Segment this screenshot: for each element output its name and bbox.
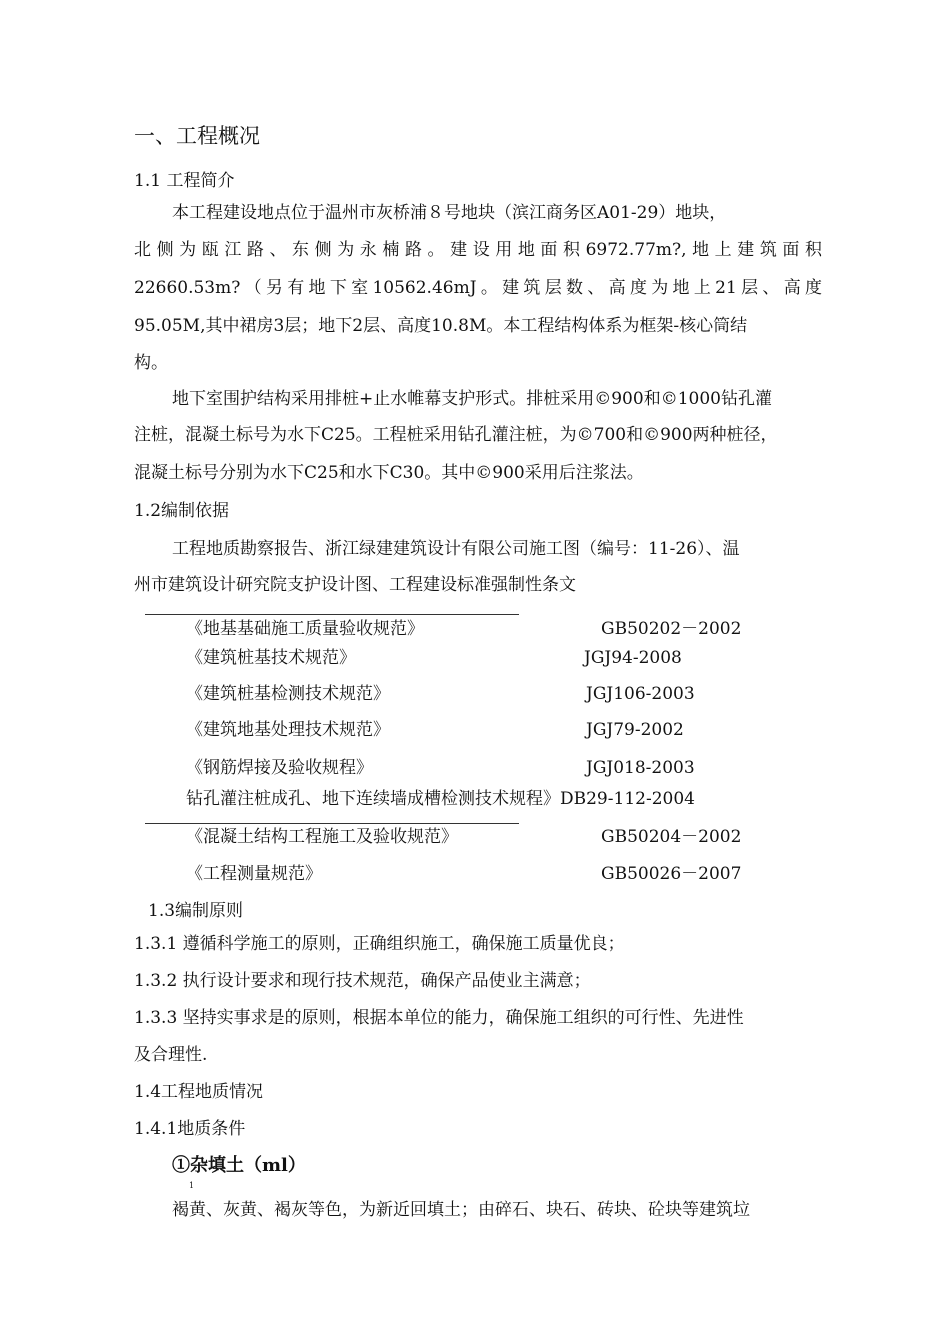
principle-item: 1.3.2 执行设计要求和现行技术规范，确保产品使业主满意；	[134, 971, 591, 991]
paragraph-line: 褐黄、灰黄、褐灰等色，为新近回填土；由碎石、块石、砖块、砼块等建筑垃	[172, 1200, 750, 1220]
standard-name: 钻孔灌注桩成孔、地下连续墙成槽检测技术规程》DB29-112-2004	[186, 789, 695, 809]
standard-code: GB50202－2002	[601, 619, 742, 639]
standard-name: 《建筑地基处理技术规范》	[186, 720, 390, 740]
principle-item: 1.3.1 遵循科学施工的原则，正确组织施工，确保施工质量优良；	[134, 934, 625, 954]
heading-1-1: 1.1 工程简介	[134, 171, 235, 191]
heading-1-4-1: 1.4.1地质条件	[134, 1119, 246, 1139]
paragraph-line: 地下室围护结构采用排桩+止水帷幕支护形式。排桩采用©900和©1000钻孔灌	[172, 389, 772, 409]
paragraph-line: 州市建筑设计研究院支护设计图、工程建设标准强制性条文	[134, 575, 576, 595]
standard-name: 《工程测量规范》	[186, 864, 322, 884]
heading-1-2: 1.2编制依据	[134, 501, 230, 521]
standard-name: 《建筑桩基检测技术规范》	[186, 684, 390, 704]
soil-layer-title: ①杂填土（ml）	[172, 1155, 306, 1176]
heading-1-3: 1.3编制原则	[148, 901, 244, 921]
table-rule-top	[145, 614, 519, 615]
paragraph-line: 22660.53m?（另有地下室10562.46mJ。建筑层数、高度为地上21层、高度	[134, 278, 822, 298]
table-rule-bottom	[145, 823, 519, 824]
standard-code: JGJ94-2008	[584, 648, 682, 668]
section-title: 一、工程概况	[134, 124, 260, 148]
paragraph-line: 混凝土标号分别为水下C25和水下C30。其中©900采用后注浆法。	[134, 463, 644, 483]
standard-name: 《混凝土结构工程施工及验收规范》	[186, 827, 458, 847]
paragraph-line: 构。	[134, 353, 168, 373]
standard-code: JGJ79-2002	[586, 720, 684, 740]
paragraph-line: 北侧为瓯江路、东侧为永楠路。建设用地面积6972.77m?,地上建筑面积	[134, 240, 822, 260]
paragraph-line: 工程地质勘察报告、浙江绿建建筑设计有限公司施工图（编号：11-26）、温	[172, 539, 740, 559]
standard-code: GB50204－2002	[601, 827, 742, 847]
paragraph-line: 本工程建设地点位于温州市灰桥浦８号地块（滨江商务区A01-29）地块，	[172, 203, 727, 223]
standard-name: 《地基基础施工质量验收规范》	[186, 619, 424, 639]
paragraph-line: 95.05M,其中裙房3层；地下2层、高度10.8M。本工程结构体系为框架-核心筒结	[134, 316, 748, 336]
standard-code: GB50026－2007	[601, 864, 742, 884]
standard-name: 《建筑桩基技术规范》	[186, 648, 356, 668]
standard-code: JGJ106-2003	[586, 684, 695, 704]
principle-item: 1.3.3 坚持实事求是的原则，根据本单位的能力，确保施工组织的可行性、先进性	[134, 1008, 744, 1028]
principle-item: 及合理性.	[134, 1045, 208, 1065]
standard-code: JGJ018-2003	[586, 758, 695, 778]
standard-name: 《钢筋焊接及验收规程》	[186, 758, 373, 778]
paragraph-line: 注桩，混凝土标号为水下C25。工程桩采用钻孔灌注桩，为©700和©900两种桩径，	[134, 425, 778, 445]
heading-1-4: 1.4工程地质情况	[134, 1082, 264, 1102]
soil-layer-mark: 1	[189, 1181, 195, 1190]
